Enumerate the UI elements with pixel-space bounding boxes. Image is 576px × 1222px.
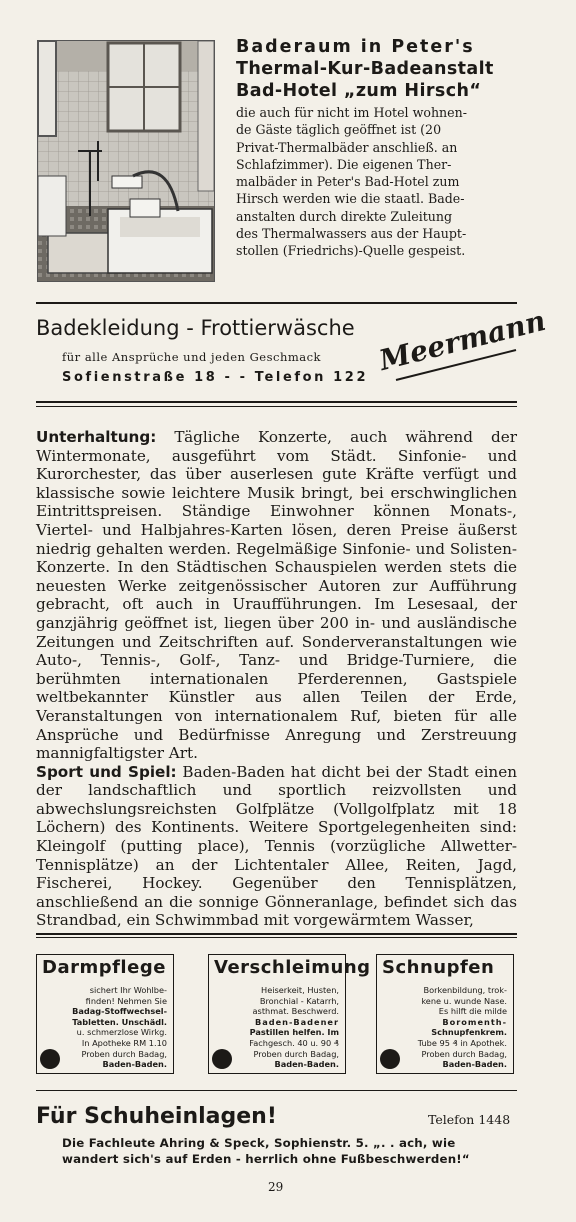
box-title: Verschleimung (214, 957, 371, 978)
divider (36, 302, 517, 304)
box-title: Darmpflege (42, 957, 166, 978)
caption-line: Hirsch werden wie die staatl. Bade- (236, 191, 465, 207)
box-body (219, 985, 339, 1070)
box-line: Schnupfenkrem. (431, 1027, 507, 1038)
shoe-text (62, 1135, 517, 1167)
box-line: Tabletten. Unschädl. (72, 1016, 167, 1027)
caption-line: stollen (Friedrichs)-Quelle gespeist. (236, 243, 466, 259)
divider (36, 401, 517, 403)
ad-box-schnupfen (376, 954, 514, 1074)
caption-title (236, 36, 522, 102)
ad-address: Sofienstraße 18 - - Telefon 122 (62, 370, 369, 385)
caption-line: anstalten durch direkte Zuleitung (236, 208, 453, 224)
box-body (47, 985, 167, 1070)
box-line: Baden-Baden. (442, 1059, 507, 1070)
main-text (36, 428, 517, 930)
caption-title-line: Bad-Hotel „zum Hirsch“ (236, 81, 482, 101)
box-line: Proben durch Badag, (421, 1048, 507, 1059)
box-line: Bronchial - Katarrh, (259, 995, 339, 1006)
logo-text: Meermann (376, 303, 549, 377)
ad-box-verschleimung (208, 954, 371, 1074)
ad-subline: für alle Ansprüche und jeden Geschmack (62, 350, 322, 364)
caption-line: Schlafzimmer). Die eigenen Ther- (236, 156, 452, 172)
box-line: Baden-Badener (254, 1016, 339, 1027)
badag-seal-icon (40, 1049, 60, 1069)
box-line: Pastillen helfen. Im (249, 1027, 339, 1038)
caption-line: de Gäste täglich geöffnet ist (20 (236, 122, 442, 138)
shoe-insoles-title: Für Schuheinlagen! (36, 1104, 277, 1129)
box-line: u. schmerzlose Wirkg. (76, 1027, 167, 1038)
caption-title-line: Baderaum in Peter's (236, 37, 475, 57)
box-line: In Apotheke RM 1.10 (81, 1037, 167, 1048)
photo-caption (236, 36, 522, 260)
box-line: sichert Ihr Wohlbe- (89, 985, 167, 995)
box-line: Heiserkeit, Husten, (261, 985, 339, 995)
paragraph-sport: Baden-Baden hat dicht bei der Stadt einen der landschaftlich und sportlich reizvollsten und abwechslungsreichsten Golfplätze (Vollgolfplatz mit 18 Löchern) des Kontinents. Weitere Sportgelegenheiten sind: Kleingolf (putting place), Tennis (vorzügliche Allwetter-Tennisplätze) an der Lichtentaler Allee, Reiten, Jagd, Fischerei, Hockey. Gegenüber den Tennisplätzen, anschließend an die sonnige Gönneranlage, befindet sich das Strandbad, ein Schwimmbad mit vorgewärmtem Wasser, (36, 762, 517, 930)
bathroom-photo (37, 40, 215, 282)
box-line: Proben durch Badag, (81, 1048, 167, 1059)
shoe-text-line: Die Fachleute Ahring & Speck, Sophienstr. 5. „. . ach, wie (62, 1136, 456, 1150)
caption-line: des Thermalwassers aus der Haupt- (236, 226, 467, 242)
box-body (387, 985, 507, 1070)
badag-seal-icon (380, 1049, 400, 1069)
paragraph-unterhaltung: Tägliche Konzerte, auch während der Wintermonate, ausgeführt vom Städt. Sinfonie- und Kurorchester, das über auserlesen gute Kräfte verfügt und klassische sowie leichtere Musik bringt, bei erschwinglichen Eintrittspreisen. Ständige Einwohner können Monats-, Viertel- und Halbjahres-Karten lösen, deren Preise äußerst niedrig gehalten werden. Regelmäßige Sinfonie- und Solisten-Konzerte. In den Städtischen Schauspielen werden stets die neuesten Werke zeitgenössischer Autoren zur Aufführung gebracht, oft auch in Uraufführungen. Im Lesesaal, der ganzjährig geöffnet ist, liegen über 200 in- und ausländische Zeitungen und Zeitschriften auf. Sonderveranstaltungen wie Auto-, Tennis-, Golf-, Tanz- und Bridge-Turniere, die berühmten internationalen Pferderennen, Gastspiele weltbekannter Künstler aus allen Teilen der Erde, Veranstaltungen von internationalem Ruf, bieten für alle Ansprüche und Bedürfnisse Anregung und Zerstreuung mannigfaltigster Art. (36, 428, 517, 763)
box-line: finden! Nehmen Sie (85, 995, 167, 1006)
box-line: Baden-Baden. (102, 1059, 167, 1070)
divider (36, 933, 517, 935)
page-number: 29 (268, 1180, 284, 1194)
divider (36, 406, 517, 407)
box-title: Schnupfen (382, 957, 495, 978)
ad-headline: Badekleidung - Frottierwäsche (36, 316, 355, 340)
caption-body (236, 104, 522, 260)
ad-box-darmpflege (36, 954, 174, 1074)
box-line: kene u. wunde Nase. (421, 995, 507, 1006)
shoe-telefon: Telefon 1448 (428, 1112, 511, 1127)
heading-unterhaltung: Unterhaltung: (36, 428, 157, 446)
caption-line: die auch für nicht im Hotel wohnen- (236, 105, 467, 120)
heading-sport: Sport und Spiel: (36, 762, 177, 781)
box-line: Borkenbildung, trok- (423, 985, 507, 995)
box-line: asthmat. Beschwerd. (252, 1006, 339, 1017)
box-line: Baden-Baden. (274, 1059, 339, 1070)
badag-seal-icon (212, 1049, 232, 1069)
box-line: Es hilft die milde (438, 1006, 507, 1017)
box-line: Boromenth- (442, 1016, 507, 1027)
box-line: Badag-Stoffwechsel- (72, 1006, 167, 1017)
caption-title-line: Thermal-Kur-Badeanstalt (236, 59, 494, 79)
box-line: Tube 95 ₰ in Apothek. (417, 1037, 507, 1048)
box-line: Proben durch Badag, (253, 1048, 339, 1059)
caption-line: Privat-Thermalbäder anschließ. an (236, 139, 458, 155)
divider (36, 1090, 517, 1091)
caption-line: malbäder in Peter's Bad-Hotel zum (236, 174, 460, 190)
shoe-text-line: wandert sich's auf Erden - herrlich ohne Fußbeschwerden!“ (62, 1152, 470, 1166)
box-line: Fachgesch. 40 u. 90 ₰ (249, 1037, 339, 1048)
divider (36, 937, 517, 938)
meermann-logo (366, 303, 549, 388)
